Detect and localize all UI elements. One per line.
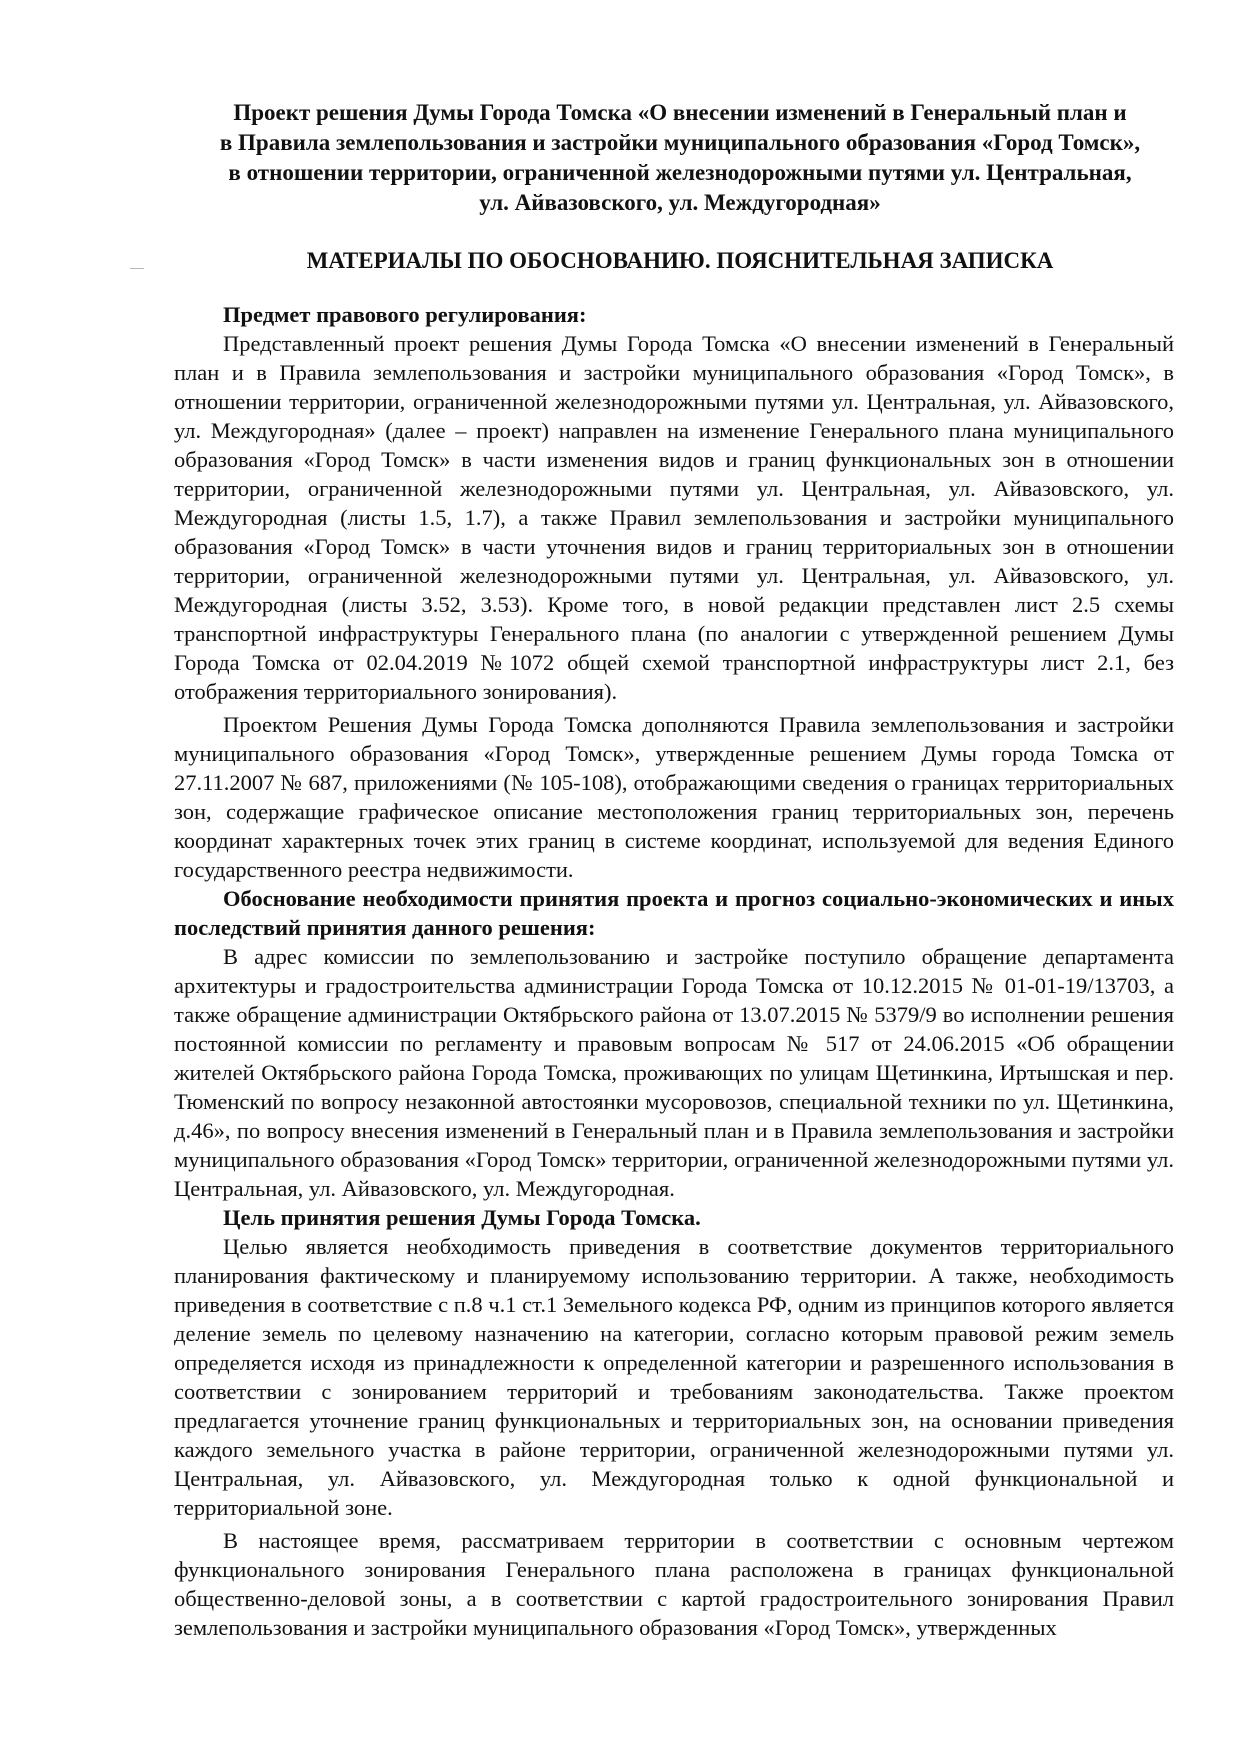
document-title	[160, 98, 1200, 218]
margin-mark	[130, 268, 144, 269]
paragraph: В настоящее время, рассматриваем территории в соответствии с основным чертежом функционального зонирования Генерального плана расположена в границах функциональной общественно-деловой зоны, а в соответствии с картой градостроительного зонирования Правил землепользования и застройки муниципального образования «Город Томск», утвержденных	[174, 1528, 1174, 1640]
document-subtitle: МАТЕРИАЛЫ ПО ОБОСНОВАНИЮ. ПОЯСНИТЕЛЬНАЯ ЗАПИСКА	[306, 248, 1054, 273]
paragraph: Представленный проект решения Думы Города Томска «О внесении изменений в Генеральный план и в Правила землепользования и застройки муниципального образования «Город Томск», в отношении территории, ограниченной железнодорожными путями ул. Центральная, ул. Айвазовского, ул. Междугородная» (далее – проект) направлен на изменение Генерального плана муниципального образования «Город Томск» в части изменения видов и границ функциональных зон в отношении территории, ограниченной железнодорожными путями ул. Центральная, ул. Айвазовского, ул. Междугородная (листы 1.5, 1.7), а также Правил землепользования и застройки муниципального образования «Город Томск» в части уточнения видов и границ территориальных зон в отношении территории, ограниченной железнодорожными путями ул. Центральная, ул. Айвазовского, ул. Междугородная (листы 3.52, 3.53). Кроме того, в новой редакции представлен лист 2.5 схемы транспортной инфраструктуры Генерального плана (по аналогии с утвержденной решением Думы Города Томска от 02.04.2019 №1072 общей схемой транспортной инфраструктуры лист 2.1, без отображения территориального зонирования).	[174, 331, 1174, 704]
paragraph: Проектом Решения Думы Города Томска дополняются Правила землепользования и застройки муниципального образования «Город Томск», утвержденные решением Думы города Томска от 27.11.2007 № 687, приложениями (№ 105-108), отображающими сведения о границах территориальных зон, содержащие графическое описание местоположения границ территориальных зон, перечень координат характерных точек этих границ в системе координат, используемой для ведения Единого государственного реестра недвижимости.	[174, 712, 1174, 882]
document-body	[174, 300, 1174, 1642]
paragraph: Целью является необходимость приведения в соответствие документов территориального планирования фактическому и планируемому использованию территории. А также, необходимость приведения в соответствие с п.8 ч.1 ст.1 Земельного кодекса РФ, одним из принципов которого является деление земель по целевому назначению на категории, согласно которым правовой режим земель определяется исходя из принадлежности к определенной категории и разрешенного использования в соответствии с зонированием территорий и требованиям законодательства. Также проектом предлагается уточнение границ функциональных и территориальных зон, на основании приведения каждого земельного участка в районе территории, ограниченной железнодорожными путями ул. Центральная, ул. Айвазовского, ул. Междугородная только к одной функциональной и территориальной зоне.	[174, 1234, 1174, 1520]
section-heading-goal: Цель принятия решения Думы Города Томска.	[223, 1205, 701, 1230]
section-heading-justification: Обоснование необходимости принятия проекта и прогноз социально-экономических и иных последствий принятия данного решения:	[174, 886, 1174, 940]
title-line: в Правила землепользования и застройки муниципального образования «Город Томск»,	[219, 130, 1141, 155]
title-line: в отношении территории, ограниченной железнодорожными путями ул. Центральная,	[228, 160, 1132, 185]
title-line: ул. Айвазовского, ул. Междугородная»	[479, 190, 881, 215]
paragraph: В адрес комиссии по землепользованию и застройке поступило обращение департамента архитектуры и градостроительства администрации Города Томска от 10.12.2015 № 01-01-19/13703, а также обращение администрации Октябрьского района от 13.07.2015 № 5379/9 во исполнении решения постоянной комиссии по регламенту и правовым вопросам № 517 от 24.06.2015 «Об обращении жителей Октябрьского района Города Томска, проживающих по улицам Щетинкина, Иртышская и пер. Тюменский по вопросу незаконной автостоянки мусоровозов, специальной техники по ул. Щетинкина, д.46», по вопросу внесения изменений в Генеральный план и в Правила землепользования и застройки муниципального образования «Город Томск» территории, ограниченной железнодорожными путями ул. Центральная, ул. Айвазовского, ул. Междугородная.	[174, 944, 1174, 1201]
section-heading-subject: Предмет правового регулирования:	[223, 302, 587, 327]
title-line: Проект решения Думы Города Томска «О внесении изменений в Генеральный план и	[233, 100, 1127, 125]
